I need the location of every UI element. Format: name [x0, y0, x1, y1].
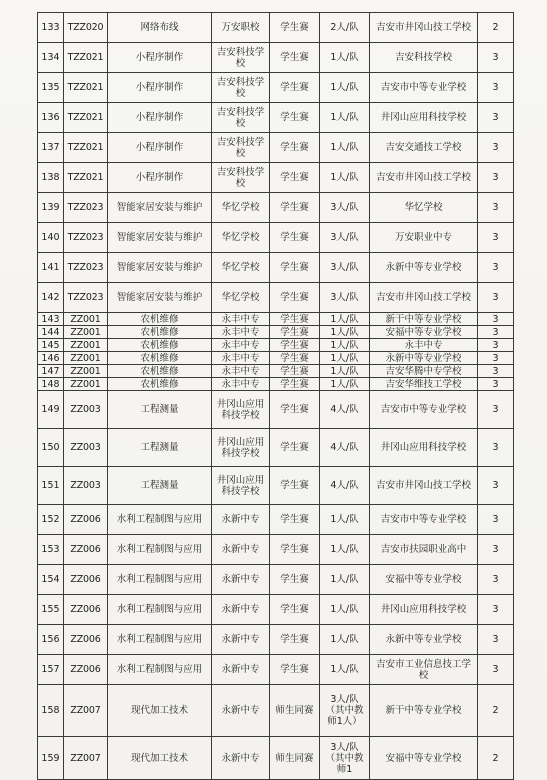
- team-size-cell: 1人/队: [320, 103, 370, 133]
- competition-group-cell: 学生赛: [270, 73, 320, 103]
- project-code-cell: ZZ006: [64, 655, 108, 685]
- row-number-cell: 149: [38, 391, 64, 429]
- team-count-cell: 3: [478, 73, 514, 103]
- row-number-cell: 153: [38, 535, 64, 565]
- table-row: [38, 313, 514, 326]
- project-name-cell: 小程序制作: [108, 73, 212, 103]
- host-school-cell: 永新中专: [212, 655, 270, 685]
- competition-group-cell: 学生赛: [270, 163, 320, 193]
- project-code-cell: ZZ001: [64, 326, 108, 339]
- competition-group-cell: 师生同赛: [270, 685, 320, 737]
- team-size-cell: 3人/队: [320, 193, 370, 223]
- project-name-cell: 水利工程制图与应用: [108, 505, 212, 535]
- participating-school-cell: 永丰中专: [370, 339, 478, 352]
- host-school-cell: 吉安科技学校: [212, 163, 270, 193]
- participating-school-cell: 吉安市井冈山技工学校: [370, 13, 478, 43]
- participating-school-cell: 吉安市扶园职业高中: [370, 535, 478, 565]
- project-name-cell: 水利工程制图与应用: [108, 595, 212, 625]
- table-row: [38, 73, 514, 103]
- project-name-cell: 小程序制作: [108, 43, 212, 73]
- team-count-cell: 3: [478, 535, 514, 565]
- competition-group-cell: 学生赛: [270, 429, 320, 467]
- team-count-cell: 3: [478, 429, 514, 467]
- table-row: [38, 133, 514, 163]
- project-name-cell: 农机维修: [108, 365, 212, 378]
- team-size-cell: 3人/队: [320, 283, 370, 313]
- project-code-cell: ZZ001: [64, 313, 108, 326]
- row-number-cell: 146: [38, 352, 64, 365]
- project-name-cell: 水利工程制图与应用: [108, 625, 212, 655]
- table-row: [38, 13, 514, 43]
- host-school-cell: 万安职校: [212, 13, 270, 43]
- competition-group-cell: 学生赛: [270, 467, 320, 505]
- team-size-cell: 1人/队: [320, 326, 370, 339]
- row-number-cell: 151: [38, 467, 64, 505]
- team-count-cell: 3: [478, 352, 514, 365]
- project-code-cell: ZZ007: [64, 685, 108, 737]
- team-count-cell: 3: [478, 103, 514, 133]
- team-count-cell: 3: [478, 378, 514, 391]
- team-size-cell: 1人/队: [320, 595, 370, 625]
- project-name-cell: 智能家居安装与维护: [108, 283, 212, 313]
- host-school-cell: 永丰中专: [212, 339, 270, 352]
- team-count-cell: 3: [478, 339, 514, 352]
- competition-group-cell: 学生赛: [270, 43, 320, 73]
- team-size-cell: 2人/队: [320, 13, 370, 43]
- project-name-cell: 水利工程制图与应用: [108, 655, 212, 685]
- project-code-cell: TZZ023: [64, 283, 108, 313]
- participating-school-cell: 吉安市中等专业学校: [370, 505, 478, 535]
- competition-group-cell: 学生赛: [270, 253, 320, 283]
- team-count-cell: 3: [478, 326, 514, 339]
- team-size-cell: 1人/队: [320, 352, 370, 365]
- team-size-cell: 4人/队: [320, 467, 370, 505]
- project-name-cell: 智能家居安装与维护: [108, 193, 212, 223]
- row-number-cell: 154: [38, 565, 64, 595]
- participating-school-cell: 吉安交通技工学校: [370, 133, 478, 163]
- row-number-cell: 135: [38, 73, 64, 103]
- competition-group-cell: 学生赛: [270, 313, 320, 326]
- project-code-cell: TZZ023: [64, 193, 108, 223]
- participating-school-cell: 吉安市井冈山技工学校: [370, 163, 478, 193]
- participating-school-cell: 吉安市井冈山技工学校: [370, 467, 478, 505]
- team-count-cell: 3: [478, 505, 514, 535]
- row-number-cell: 133: [38, 13, 64, 43]
- team-count-cell: 2: [478, 737, 514, 780]
- team-count-cell: 2: [478, 13, 514, 43]
- competition-group-cell: 学生赛: [270, 625, 320, 655]
- row-number-cell: 159: [38, 737, 64, 780]
- host-school-cell: 华忆学校: [212, 223, 270, 253]
- project-code-cell: TZZ020: [64, 13, 108, 43]
- team-count-cell: 3: [478, 43, 514, 73]
- host-school-cell: 永新中专: [212, 737, 270, 780]
- project-name-cell: 农机维修: [108, 313, 212, 326]
- team-size-cell: 1人/队: [320, 133, 370, 163]
- host-school-cell: 永丰中专: [212, 352, 270, 365]
- competition-group-cell: 学生赛: [270, 565, 320, 595]
- team-count-cell: 3: [478, 193, 514, 223]
- table-row: [38, 103, 514, 133]
- project-code-cell: TZZ021: [64, 133, 108, 163]
- competition-group-cell: 学生赛: [270, 391, 320, 429]
- project-code-cell: ZZ006: [64, 595, 108, 625]
- team-size-cell: 1人/队: [320, 163, 370, 193]
- participating-school-cell: 安福中等专业学校: [370, 326, 478, 339]
- team-size-cell: 1人/队: [320, 73, 370, 103]
- competition-group-cell: 学生赛: [270, 535, 320, 565]
- host-school-cell: 永新中专: [212, 565, 270, 595]
- project-name-cell: 工程测量: [108, 391, 212, 429]
- competition-group-cell: 师生同赛: [270, 737, 320, 780]
- participating-school-cell: 安福中等专业学校: [370, 565, 478, 595]
- team-count-cell: 2: [478, 685, 514, 737]
- table-row: [38, 737, 514, 780]
- host-school-cell: 吉安科技学校: [212, 133, 270, 163]
- participating-school-cell: 安福中等专业学校: [370, 737, 478, 780]
- table-row: [38, 429, 514, 467]
- team-size-cell: 4人/队: [320, 429, 370, 467]
- team-size-cell: 3人/队: [320, 223, 370, 253]
- project-code-cell: ZZ006: [64, 505, 108, 535]
- row-number-cell: 142: [38, 283, 64, 313]
- team-size-cell: 3人/队: [320, 253, 370, 283]
- host-school-cell: 井冈山应用科技学校: [212, 467, 270, 505]
- project-name-cell: 工程测量: [108, 467, 212, 505]
- competition-group-cell: 学生赛: [270, 133, 320, 163]
- competition-group-cell: 学生赛: [270, 339, 320, 352]
- participating-school-cell: 井冈山应用科技学校: [370, 103, 478, 133]
- participating-school-cell: 井冈山应用科技学校: [370, 595, 478, 625]
- project-code-cell: TZZ021: [64, 103, 108, 133]
- team-size-cell: 3人/队（其中教师1人）: [320, 685, 370, 737]
- host-school-cell: 永丰中专: [212, 365, 270, 378]
- competition-group-cell: 学生赛: [270, 103, 320, 133]
- project-name-cell: 水利工程制图与应用: [108, 565, 212, 595]
- team-count-cell: 3: [478, 163, 514, 193]
- table-row: [38, 655, 514, 685]
- row-number-cell: 157: [38, 655, 64, 685]
- project-code-cell: ZZ007: [64, 737, 108, 780]
- team-size-cell: 1人/队: [320, 535, 370, 565]
- table-row: [38, 625, 514, 655]
- host-school-cell: 永新中专: [212, 625, 270, 655]
- team-count-cell: 3: [478, 313, 514, 326]
- team-size-cell: 1人/队: [320, 565, 370, 595]
- project-code-cell: TZZ023: [64, 253, 108, 283]
- host-school-cell: 永丰中专: [212, 313, 270, 326]
- project-code-cell: ZZ001: [64, 352, 108, 365]
- competition-group-cell: 学生赛: [270, 655, 320, 685]
- participating-school-cell: 永新中等专业学校: [370, 253, 478, 283]
- team-size-cell: 1人/队: [320, 625, 370, 655]
- team-size-cell: 1人/队: [320, 313, 370, 326]
- table-row: [38, 352, 514, 365]
- table-row: [38, 43, 514, 73]
- project-name-cell: 智能家居安装与维护: [108, 253, 212, 283]
- project-code-cell: TZZ021: [64, 43, 108, 73]
- row-number-cell: 140: [38, 223, 64, 253]
- host-school-cell: 永丰中专: [212, 326, 270, 339]
- participating-school-cell: 万安职业中专: [370, 223, 478, 253]
- team-count-cell: 3: [478, 467, 514, 505]
- competition-group-cell: 学生赛: [270, 505, 320, 535]
- participating-school-cell: 井冈山应用科技学校: [370, 429, 478, 467]
- row-number-cell: 144: [38, 326, 64, 339]
- team-count-cell: 3: [478, 133, 514, 163]
- participating-school-cell: 吉安市井冈山技工学校: [370, 283, 478, 313]
- host-school-cell: 吉安科技学校: [212, 43, 270, 73]
- host-school-cell: 永新中专: [212, 595, 270, 625]
- project-name-cell: 农机维修: [108, 326, 212, 339]
- project-name-cell: 水利工程制图与应用: [108, 535, 212, 565]
- competition-group-cell: 学生赛: [270, 595, 320, 625]
- competition-group-cell: 学生赛: [270, 223, 320, 253]
- team-size-cell: 4人/队: [320, 391, 370, 429]
- participating-school-cell: 吉安华维技工学校: [370, 378, 478, 391]
- host-school-cell: 永丰中专: [212, 378, 270, 391]
- team-count-cell: 3: [478, 253, 514, 283]
- project-code-cell: ZZ003: [64, 467, 108, 505]
- project-code-cell: ZZ001: [64, 339, 108, 352]
- table-row: [38, 535, 514, 565]
- project-code-cell: ZZ006: [64, 535, 108, 565]
- table-row: [38, 595, 514, 625]
- project-name-cell: 小程序制作: [108, 133, 212, 163]
- table-row: [38, 326, 514, 339]
- host-school-cell: 永新中专: [212, 505, 270, 535]
- host-school-cell: 华忆学校: [212, 193, 270, 223]
- host-school-cell: 井冈山应用科技学校: [212, 391, 270, 429]
- project-name-cell: 农机维修: [108, 339, 212, 352]
- table-body: [38, 13, 514, 780]
- project-code-cell: ZZ006: [64, 625, 108, 655]
- participating-school-cell: 吉安华腾中专学校: [370, 365, 478, 378]
- team-count-cell: 3: [478, 625, 514, 655]
- table-row: [38, 163, 514, 193]
- project-code-cell: TZZ021: [64, 73, 108, 103]
- participating-school-cell: 吉安科技学校: [370, 43, 478, 73]
- row-number-cell: 138: [38, 163, 64, 193]
- participating-school-cell: 新干中等专业学校: [370, 313, 478, 326]
- project-name-cell: 小程序制作: [108, 163, 212, 193]
- team-size-cell: 1人/队: [320, 365, 370, 378]
- host-school-cell: 吉安科技学校: [212, 103, 270, 133]
- host-school-cell: 华忆学校: [212, 253, 270, 283]
- team-count-cell: 3: [478, 391, 514, 429]
- project-code-cell: ZZ003: [64, 429, 108, 467]
- team-count-cell: 3: [478, 365, 514, 378]
- project-name-cell: 现代加工技术: [108, 685, 212, 737]
- row-number-cell: 137: [38, 133, 64, 163]
- team-size-cell: 1人/队: [320, 655, 370, 685]
- row-number-cell: 150: [38, 429, 64, 467]
- competition-group-cell: 学生赛: [270, 193, 320, 223]
- row-number-cell: 136: [38, 103, 64, 133]
- competition-group-cell: 学生赛: [270, 283, 320, 313]
- row-number-cell: 147: [38, 365, 64, 378]
- participating-school-cell: 吉安市中等专业学校: [370, 391, 478, 429]
- table-row: [38, 391, 514, 429]
- team-size-cell: 1人/队: [320, 43, 370, 73]
- table-row: [38, 339, 514, 352]
- participating-school-cell: 永新中等专业学校: [370, 352, 478, 365]
- row-number-cell: 152: [38, 505, 64, 535]
- project-code-cell: TZZ021: [64, 163, 108, 193]
- host-school-cell: 永新中专: [212, 535, 270, 565]
- team-count-cell: 3: [478, 655, 514, 685]
- team-count-cell: 3: [478, 565, 514, 595]
- project-code-cell: ZZ001: [64, 378, 108, 391]
- participating-school-cell: 吉安市工业信息技工学校: [370, 655, 478, 685]
- host-school-cell: 井冈山应用科技学校: [212, 429, 270, 467]
- team-count-cell: 3: [478, 595, 514, 625]
- registration-table: [37, 12, 514, 780]
- table-row: [38, 253, 514, 283]
- host-school-cell: 永新中专: [212, 685, 270, 737]
- project-code-cell: ZZ001: [64, 365, 108, 378]
- row-number-cell: 143: [38, 313, 64, 326]
- project-code-cell: TZZ023: [64, 223, 108, 253]
- row-number-cell: 134: [38, 43, 64, 73]
- host-school-cell: 华忆学校: [212, 283, 270, 313]
- table-row: [38, 685, 514, 737]
- row-number-cell: 139: [38, 193, 64, 223]
- table-row: [38, 505, 514, 535]
- row-number-cell: 155: [38, 595, 64, 625]
- table-row: [38, 223, 514, 253]
- row-number-cell: 148: [38, 378, 64, 391]
- project-name-cell: 网络布线: [108, 13, 212, 43]
- project-name-cell: 小程序制作: [108, 103, 212, 133]
- competition-group-cell: 学生赛: [270, 326, 320, 339]
- table-row: [38, 283, 514, 313]
- competition-group-cell: 学生赛: [270, 365, 320, 378]
- row-number-cell: 156: [38, 625, 64, 655]
- team-count-cell: 3: [478, 283, 514, 313]
- project-name-cell: 工程测量: [108, 429, 212, 467]
- project-name-cell: 农机维修: [108, 352, 212, 365]
- table-row: [38, 378, 514, 391]
- table-row: [38, 365, 514, 378]
- team-size-cell: 1人/队: [320, 339, 370, 352]
- row-number-cell: 145: [38, 339, 64, 352]
- project-name-cell: 智能家居安装与维护: [108, 223, 212, 253]
- participating-school-cell: 新干中等专业学校: [370, 685, 478, 737]
- participating-school-cell: 吉安市中等专业学校: [370, 73, 478, 103]
- competition-group-cell: 学生赛: [270, 352, 320, 365]
- team-size-cell: 1人/队: [320, 505, 370, 535]
- table-row: [38, 193, 514, 223]
- project-code-cell: ZZ006: [64, 565, 108, 595]
- competition-group-cell: 学生赛: [270, 13, 320, 43]
- table-row: [38, 565, 514, 595]
- team-count-cell: 3: [478, 223, 514, 253]
- participating-school-cell: 华忆学校: [370, 193, 478, 223]
- host-school-cell: 吉安科技学校: [212, 73, 270, 103]
- team-size-cell: 1人/队: [320, 378, 370, 391]
- project-name-cell: 现代加工技术: [108, 737, 212, 780]
- table-row: [38, 467, 514, 505]
- project-code-cell: ZZ003: [64, 391, 108, 429]
- project-name-cell: 农机维修: [108, 378, 212, 391]
- row-number-cell: 141: [38, 253, 64, 283]
- row-number-cell: 158: [38, 685, 64, 737]
- competition-group-cell: 学生赛: [270, 378, 320, 391]
- participating-school-cell: 永新中等专业学校: [370, 625, 478, 655]
- team-size-cell: 3人/队（其中教师1: [320, 737, 370, 780]
